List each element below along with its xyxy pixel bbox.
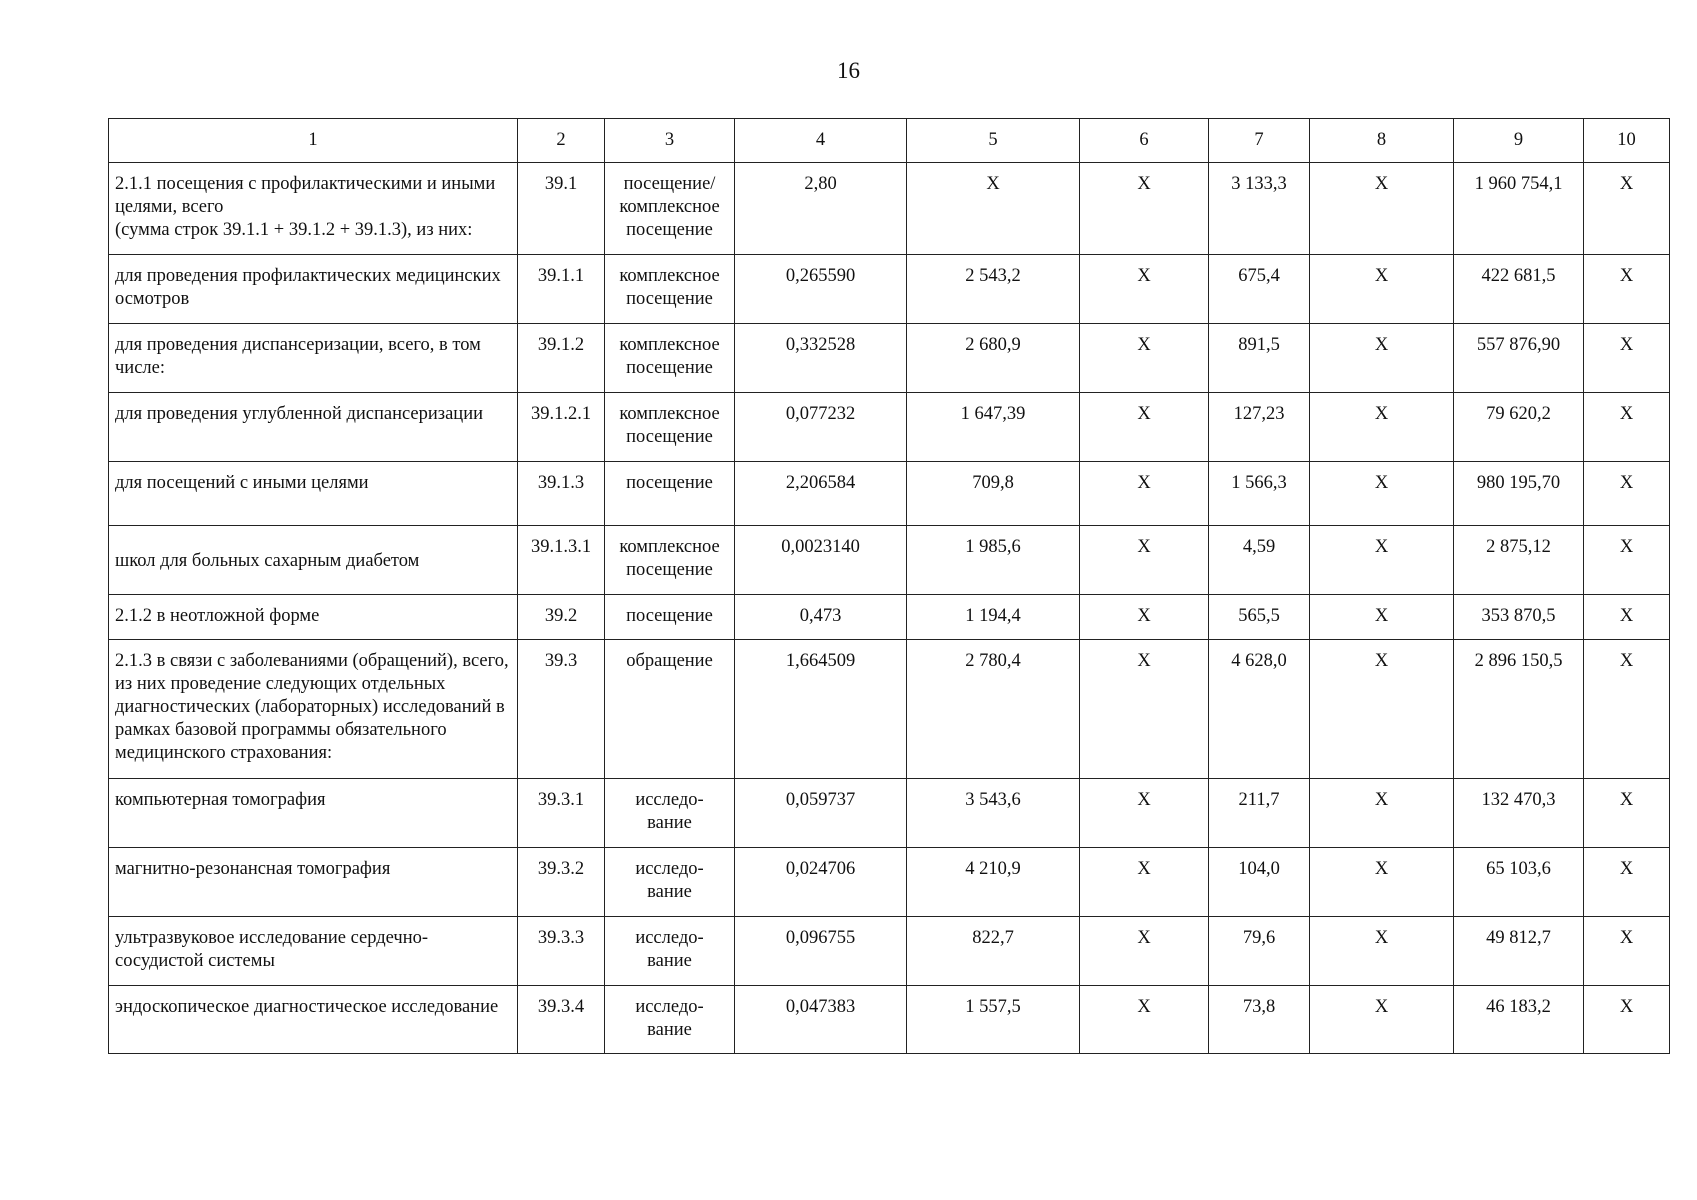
value-cell: X <box>1080 526 1209 595</box>
value-cell: X <box>1080 595 1209 640</box>
value-cell: X <box>1584 917 1670 986</box>
value-cell: 1 566,3 <box>1209 462 1310 526</box>
value-cell: 1 960 754,1 <box>1454 163 1584 255</box>
value-cell: X <box>1310 324 1454 393</box>
table-body <box>109 163 1670 1054</box>
table-row <box>109 986 1670 1054</box>
table-row <box>109 595 1670 640</box>
row-name: ультразвуковое исследование сердечно-сосудистой системы <box>109 917 518 986</box>
table-row <box>109 324 1670 393</box>
page-number: 16 <box>837 58 860 83</box>
value-cell: 73,8 <box>1209 986 1310 1054</box>
value-cell: X <box>1584 779 1670 848</box>
value-cell: 4 628,0 <box>1209 640 1310 779</box>
column-header: 7 <box>1209 119 1310 163</box>
value-cell: X <box>1080 779 1209 848</box>
value-cell: 980 195,70 <box>1454 462 1584 526</box>
row-code: 39.1.2.1 <box>518 393 605 462</box>
value-cell: X <box>1080 848 1209 917</box>
value-cell: X <box>1080 324 1209 393</box>
table-row <box>109 255 1670 324</box>
value-cell: 1 557,5 <box>907 986 1080 1054</box>
value-cell: 3 543,6 <box>907 779 1080 848</box>
row-name: для проведения диспансеризации, всего, в том числе: <box>109 324 518 393</box>
data-table <box>108 118 1670 1054</box>
value-cell: X <box>1310 779 1454 848</box>
value-cell: 65 103,6 <box>1454 848 1584 917</box>
column-header: 2 <box>518 119 605 163</box>
value-cell: 0,096755 <box>735 917 907 986</box>
header-row <box>109 119 1670 163</box>
value-cell: 422 681,5 <box>1454 255 1584 324</box>
value-cell: X <box>1310 848 1454 917</box>
value-cell: X <box>1584 848 1670 917</box>
column-header: 1 <box>109 119 518 163</box>
column-header: 3 <box>605 119 735 163</box>
value-cell: 0,265590 <box>735 255 907 324</box>
row-code: 39.3.4 <box>518 986 605 1054</box>
value-cell: 2 543,2 <box>907 255 1080 324</box>
row-unit: исследо- вание <box>605 917 735 986</box>
value-cell: 0,473 <box>735 595 907 640</box>
row-code: 39.1 <box>518 163 605 255</box>
value-cell: 132 470,3 <box>1454 779 1584 848</box>
value-cell: X <box>1584 640 1670 779</box>
value-cell: 822,7 <box>907 917 1080 986</box>
value-cell: X <box>1080 462 1209 526</box>
row-name: для посещений с иными целями <box>109 462 518 526</box>
row-code: 39.3 <box>518 640 605 779</box>
value-cell: 0,0023140 <box>735 526 907 595</box>
value-cell: 2 780,4 <box>907 640 1080 779</box>
row-name: 2.1.1 посещения с профилактическими и иными целями, всего (сумма строк 39.1.1 + 39.1.2 + 39.1.3), из них: <box>109 163 518 255</box>
value-cell: X <box>1080 640 1209 779</box>
value-cell: 3 133,3 <box>1209 163 1310 255</box>
value-cell: 0,059737 <box>735 779 907 848</box>
value-cell: X <box>1584 462 1670 526</box>
row-unit: комплексное посещение <box>605 255 735 324</box>
value-cell: 79,6 <box>1209 917 1310 986</box>
row-name: магнитно-резонансная томография <box>109 848 518 917</box>
row-unit: комплексное посещение <box>605 526 735 595</box>
value-cell: 49 812,7 <box>1454 917 1584 986</box>
value-cell: 211,7 <box>1209 779 1310 848</box>
table-row <box>109 526 1670 595</box>
row-code: 39.3.3 <box>518 917 605 986</box>
value-cell: 2 875,12 <box>1454 526 1584 595</box>
row-name: для проведения углубленной диспансеризации <box>109 393 518 462</box>
row-unit: посещение <box>605 595 735 640</box>
column-header: 6 <box>1080 119 1209 163</box>
value-cell: 127,23 <box>1209 393 1310 462</box>
value-cell: 2,80 <box>735 163 907 255</box>
row-name: для проведения профилактических медицинских осмотров <box>109 255 518 324</box>
value-cell: X <box>1584 986 1670 1054</box>
value-cell: X <box>1080 255 1209 324</box>
table-row <box>109 163 1670 255</box>
row-name: 2.1.2 в неотложной форме <box>109 595 518 640</box>
table-row <box>109 640 1670 779</box>
value-cell: X <box>1310 986 1454 1054</box>
row-unit: комплексное посещение <box>605 393 735 462</box>
row-unit: обращение <box>605 640 735 779</box>
column-header: 8 <box>1310 119 1454 163</box>
value-cell: 891,5 <box>1209 324 1310 393</box>
row-unit: комплексное посещение <box>605 324 735 393</box>
value-cell: X <box>1310 163 1454 255</box>
value-cell: X <box>1310 595 1454 640</box>
value-cell: 2 896 150,5 <box>1454 640 1584 779</box>
value-cell: 2 680,9 <box>907 324 1080 393</box>
value-cell: 709,8 <box>907 462 1080 526</box>
value-cell: X <box>1310 255 1454 324</box>
value-cell: 1 985,6 <box>907 526 1080 595</box>
value-cell: X <box>1584 595 1670 640</box>
value-cell: 557 876,90 <box>1454 324 1584 393</box>
row-code: 39.1.2 <box>518 324 605 393</box>
value-cell: 0,024706 <box>735 848 907 917</box>
value-cell: X <box>1080 393 1209 462</box>
value-cell: X <box>1584 163 1670 255</box>
value-cell: 2,206584 <box>735 462 907 526</box>
value-cell: X <box>1584 393 1670 462</box>
value-cell: X <box>1080 917 1209 986</box>
value-cell: X <box>1310 462 1454 526</box>
value-cell: 1 194,4 <box>907 595 1080 640</box>
row-unit: посещение/ комплексное посещение <box>605 163 735 255</box>
row-code: 39.3.2 <box>518 848 605 917</box>
table-row <box>109 848 1670 917</box>
value-cell: 353 870,5 <box>1454 595 1584 640</box>
row-name: компьютерная томография <box>109 779 518 848</box>
column-header: 5 <box>907 119 1080 163</box>
value-cell: 0,047383 <box>735 986 907 1054</box>
row-code: 39.1.3 <box>518 462 605 526</box>
value-cell: 0,332528 <box>735 324 907 393</box>
value-cell: 1 647,39 <box>907 393 1080 462</box>
value-cell: X <box>1584 255 1670 324</box>
value-cell: X <box>1584 324 1670 393</box>
table-row <box>109 393 1670 462</box>
value-cell: X <box>1080 986 1209 1054</box>
value-cell: 675,4 <box>1209 255 1310 324</box>
value-cell: 4,59 <box>1209 526 1310 595</box>
row-code: 39.1.1 <box>518 255 605 324</box>
value-cell: X <box>1584 526 1670 595</box>
column-header: 10 <box>1584 119 1670 163</box>
row-unit: исследо- вание <box>605 779 735 848</box>
value-cell: X <box>1080 163 1209 255</box>
row-unit: исследо- вание <box>605 848 735 917</box>
value-cell: X <box>1310 640 1454 779</box>
row-code: 39.1.3.1 <box>518 526 605 595</box>
row-name: эндоскопическое диагностическое исследование <box>109 986 518 1054</box>
value-cell: X <box>1310 526 1454 595</box>
value-cell: 46 183,2 <box>1454 986 1584 1054</box>
value-cell: 104,0 <box>1209 848 1310 917</box>
value-cell: X <box>907 163 1080 255</box>
value-cell: 4 210,9 <box>907 848 1080 917</box>
row-name: школ для больных сахарным диабетом <box>109 526 518 595</box>
value-cell: X <box>1310 917 1454 986</box>
value-cell: 0,077232 <box>735 393 907 462</box>
table-row <box>109 779 1670 848</box>
value-cell: 1,664509 <box>735 640 907 779</box>
table-row <box>109 917 1670 986</box>
value-cell: 79 620,2 <box>1454 393 1584 462</box>
value-cell: 565,5 <box>1209 595 1310 640</box>
table-row <box>109 462 1670 526</box>
row-code: 39.2 <box>518 595 605 640</box>
row-name: 2.1.3 в связи с заболеваниями (обращений), всего, из них проведение следующих отдельных диагностических (лабораторных) исследований в рамках базовой программы обязательного медицинского страхования: <box>109 640 518 779</box>
row-unit: посещение <box>605 462 735 526</box>
column-header: 9 <box>1454 119 1584 163</box>
column-header: 4 <box>735 119 907 163</box>
row-code: 39.3.1 <box>518 779 605 848</box>
row-unit: исследо- вание <box>605 986 735 1054</box>
value-cell: X <box>1310 393 1454 462</box>
